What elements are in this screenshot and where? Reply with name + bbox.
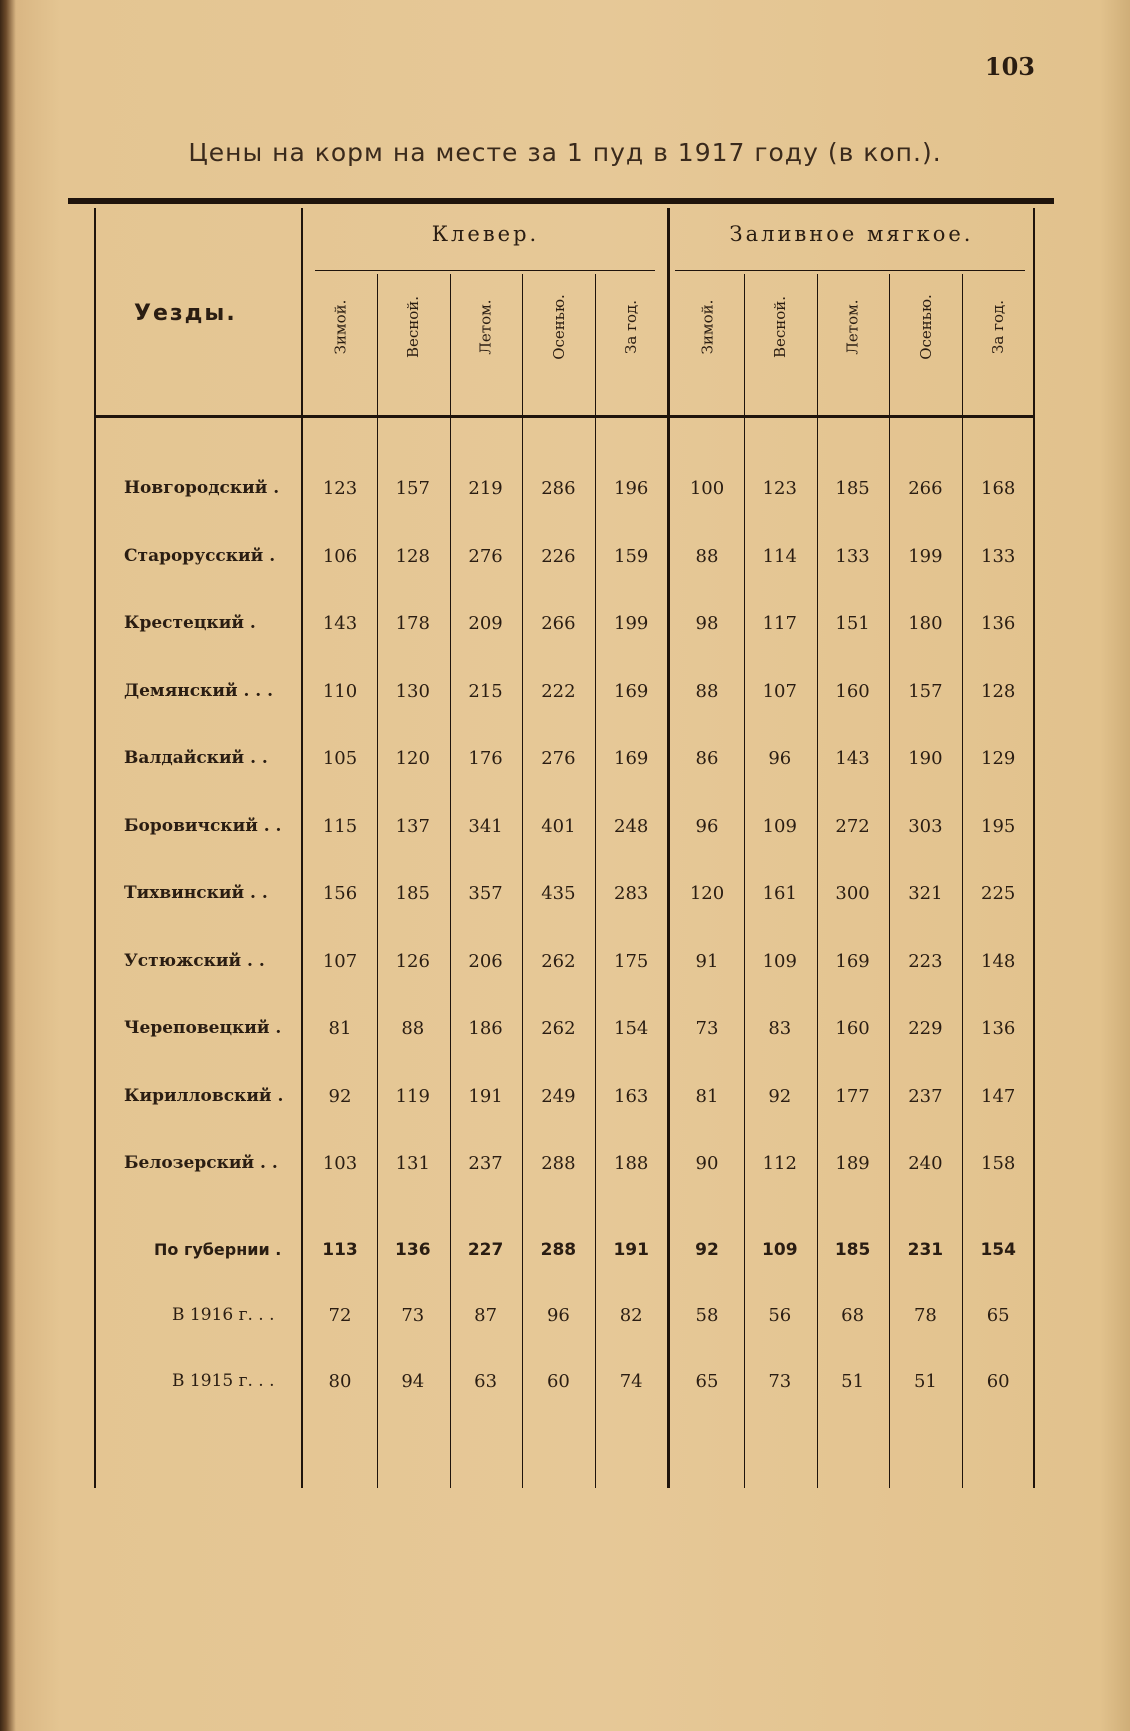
- table-cell: 120: [395, 748, 430, 769]
- table-cell: 136: [981, 613, 1016, 634]
- table-cell: 223: [908, 950, 943, 972]
- table-cell: 341: [468, 815, 503, 837]
- table-cell: 120: [689, 883, 725, 904]
- column-header: [595, 268, 667, 386]
- group-divider: [667, 208, 670, 1488]
- table-cell: 87: [474, 1305, 498, 1326]
- table-cell: 92: [768, 1085, 792, 1107]
- row-label: В 1916 г. . .: [172, 1305, 275, 1325]
- table-cell: 160: [835, 1018, 870, 1039]
- table-cell: 237: [468, 1153, 503, 1174]
- table-cell: 74: [619, 1371, 643, 1392]
- table-cell: 106: [322, 545, 358, 567]
- table-cell: 231: [907, 1240, 944, 1260]
- table-cell: 191: [613, 1240, 649, 1260]
- table-cell: 60: [986, 1371, 1010, 1392]
- group-label-clover: Клевер.: [431, 222, 540, 246]
- table-cell: 168: [981, 478, 1016, 499]
- row-label: Устюжский . .: [124, 950, 265, 971]
- table-cell: 68: [841, 1305, 865, 1326]
- table-cell: 100: [689, 478, 725, 499]
- table-cell: 96: [695, 815, 719, 837]
- table-cell: 81: [695, 1085, 719, 1107]
- table-cell: 161: [762, 883, 797, 904]
- column-header-label: Осенью.: [549, 294, 568, 360]
- table-row: [94, 681, 1035, 711]
- table-cell: 105: [322, 748, 358, 769]
- table-row: [94, 546, 1035, 576]
- table-cell: 303: [908, 815, 943, 837]
- column-header: [744, 268, 816, 386]
- table-cell: 136: [981, 1018, 1016, 1039]
- table-cell: 266: [541, 613, 576, 634]
- table-cell: 92: [328, 1085, 352, 1107]
- column-header: [377, 268, 449, 386]
- table-cell: 288: [541, 1153, 576, 1174]
- table-border-right: [1033, 208, 1035, 1488]
- table-cell: 123: [762, 478, 797, 499]
- table-row: [94, 816, 1035, 846]
- row-label: Белозерский . .: [124, 1153, 278, 1173]
- table-cell: 94: [401, 1371, 425, 1392]
- table-cell: 163: [614, 1085, 649, 1107]
- table-cell: 117: [762, 613, 797, 634]
- column-header-label: За год.: [989, 300, 1008, 354]
- table-cell: 88: [695, 545, 719, 567]
- table-cell: 185: [834, 1240, 871, 1260]
- table-cell: 56: [768, 1305, 792, 1326]
- table-cell: 176: [468, 748, 503, 769]
- table-cell: 185: [395, 883, 430, 904]
- table-cell: 262: [541, 950, 576, 972]
- table-cell: 185: [835, 478, 870, 499]
- label-column-divider: [301, 208, 303, 1488]
- table-cell: 109: [762, 815, 797, 837]
- table-cell: 156: [322, 883, 358, 904]
- table-cell: 60: [546, 1371, 570, 1392]
- table-cell: 115: [322, 815, 358, 837]
- row-label: По губернии .: [154, 1240, 282, 1259]
- row-label: Валдайский . .: [124, 748, 268, 768]
- table-cell: 151: [835, 613, 870, 634]
- table-cell: 266: [908, 478, 943, 499]
- table-cell: 143: [835, 748, 870, 769]
- column-header-label: Зимой.: [331, 299, 349, 355]
- table-cell: 180: [908, 613, 943, 634]
- table-cell: 73: [695, 1018, 719, 1039]
- table-cell: 286: [541, 478, 576, 499]
- table-cell: 147: [981, 1085, 1016, 1107]
- previous-year-row: [94, 1305, 1035, 1335]
- row-label: Боровичский . .: [124, 815, 282, 836]
- table-cell: 272: [835, 815, 870, 837]
- table-cell: 90: [695, 1153, 719, 1174]
- group-label-meadow-hay: Заливное мягкое.: [729, 222, 974, 246]
- table-row: [94, 1086, 1035, 1116]
- table-cell: 357: [468, 883, 503, 904]
- column-header: [817, 268, 889, 386]
- table-cell: 158: [981, 1153, 1016, 1174]
- table-cell: 199: [614, 613, 649, 634]
- column-header: [671, 268, 743, 386]
- table-cell: 288: [540, 1240, 577, 1260]
- top-rule: [68, 198, 1054, 204]
- table-cell: 65: [986, 1305, 1010, 1326]
- column-header-label: Осенью.: [916, 294, 935, 360]
- table-cell: 143: [322, 613, 358, 634]
- row-label: Кирилловский .: [124, 1085, 284, 1106]
- table-cell: 186: [468, 1018, 503, 1039]
- row-label: Демянский . . .: [124, 680, 274, 701]
- table-cell: 65: [695, 1371, 719, 1392]
- table-cell: 189: [835, 1153, 870, 1174]
- table-cell: 72: [328, 1305, 352, 1326]
- table-cell: 248: [614, 815, 649, 837]
- header-bottom-rule: [94, 415, 1035, 418]
- table-row: [94, 1018, 1035, 1048]
- table-cell: 225: [981, 883, 1016, 904]
- table-cell: 435: [541, 883, 576, 904]
- table-cell: 78: [913, 1305, 937, 1326]
- total-row: [94, 1240, 1035, 1270]
- row-label: В 1915 г. . .: [172, 1371, 275, 1391]
- table-cell: 160: [835, 680, 870, 702]
- table-cell: 229: [908, 1018, 943, 1039]
- column-header: [304, 268, 376, 386]
- table-cell: 133: [981, 545, 1016, 567]
- table-cell: 283: [614, 883, 649, 904]
- table-cell: 195: [981, 815, 1016, 837]
- table-cell: 276: [541, 748, 576, 769]
- column-header: [522, 268, 594, 386]
- table-cell: 129: [981, 748, 1016, 769]
- table-cell: 130: [395, 680, 430, 702]
- table-cell: 199: [908, 545, 943, 567]
- table-cell: 240: [908, 1153, 943, 1174]
- table-cell: 237: [908, 1085, 943, 1107]
- table-cell: 73: [401, 1305, 425, 1326]
- page-number: 103: [984, 52, 1035, 81]
- table-cell: 196: [614, 478, 649, 499]
- table-cell: 178: [395, 613, 430, 634]
- table-cell: 73: [768, 1371, 792, 1392]
- table-cell: 154: [980, 1240, 1016, 1260]
- table-cell: 159: [614, 545, 649, 567]
- row-label: Череповецкий .: [124, 1018, 282, 1038]
- table-cell: 128: [395, 545, 430, 567]
- table-cell: 114: [762, 545, 797, 567]
- column-header-label: За год.: [622, 300, 641, 354]
- column-header-label: Зимой.: [698, 299, 716, 355]
- table-cell: 107: [322, 950, 358, 972]
- column-header: [962, 268, 1034, 386]
- table-cell: 169: [835, 950, 870, 972]
- table-cell: 321: [908, 883, 943, 904]
- column-header-label: Летом.: [476, 299, 495, 355]
- column-header-label: Летом.: [843, 299, 862, 355]
- table-cell: 209: [468, 613, 503, 634]
- table-cell: 107: [762, 680, 797, 702]
- table-cell: 63: [474, 1371, 498, 1392]
- table-cell: 169: [614, 680, 649, 702]
- column-header: [450, 268, 522, 386]
- table-cell: 98: [695, 613, 719, 634]
- table-cell: 148: [981, 950, 1016, 972]
- table-cell: 215: [468, 680, 503, 702]
- table-row: [94, 1153, 1035, 1183]
- table-cell: 169: [614, 748, 649, 769]
- table-cell: 177: [835, 1085, 870, 1107]
- table-cell: 300: [835, 883, 870, 904]
- table-cell: 96: [768, 748, 792, 769]
- column-header-label: Весной.: [403, 295, 422, 359]
- table-cell: 222: [541, 680, 576, 702]
- table-cell: 109: [762, 950, 797, 972]
- table-cell: 58: [695, 1305, 719, 1326]
- table-cell: 109: [762, 1240, 798, 1260]
- price-table: [94, 208, 1035, 1488]
- table-cell: 112: [762, 1153, 797, 1174]
- table-cell: 80: [328, 1371, 352, 1392]
- table-cell: 249: [541, 1085, 576, 1107]
- table-cell: 126: [395, 950, 430, 972]
- table-cell: 276: [468, 545, 503, 567]
- table-row: [94, 613, 1035, 643]
- table-cell: 110: [322, 680, 358, 702]
- table-title: Цены на корм на месте за 1 пуд в 1917 году (в коп.).: [188, 138, 942, 167]
- table-cell: 82: [619, 1305, 643, 1326]
- table-cell: 227: [467, 1240, 504, 1260]
- districts-header: Уезды.: [134, 301, 237, 326]
- table-cell: 128: [981, 680, 1016, 702]
- table-cell: 86: [695, 748, 719, 769]
- table-cell: 123: [322, 478, 358, 499]
- table-row: [94, 748, 1035, 778]
- table-cell: 88: [695, 680, 719, 702]
- column-header-label: Весной.: [770, 295, 789, 359]
- table-cell: 157: [395, 478, 430, 499]
- table-cell: 401: [541, 815, 576, 837]
- table-cell: 137: [395, 815, 430, 837]
- table-cell: 190: [908, 748, 943, 769]
- table-cell: 175: [614, 950, 649, 972]
- table-cell: 51: [913, 1371, 937, 1392]
- table-cell: 103: [322, 1153, 358, 1174]
- column-header: [889, 268, 961, 386]
- table-cell: 81: [328, 1018, 352, 1039]
- table-cell: 133: [835, 545, 870, 567]
- table-cell: 96: [546, 1305, 570, 1326]
- table-cell: 157: [908, 680, 943, 702]
- table-cell: 262: [541, 1018, 576, 1039]
- table-cell: 88: [401, 1018, 425, 1039]
- table-cell: 226: [541, 545, 576, 567]
- row-label: Старорусский .: [124, 545, 276, 566]
- table-cell: 83: [768, 1018, 792, 1039]
- table-cell: 206: [468, 950, 503, 972]
- table-cell: 91: [695, 950, 719, 972]
- row-label: Новгородский .: [124, 478, 280, 498]
- table-cell: 119: [395, 1085, 430, 1107]
- table-cell: 92: [695, 1240, 719, 1260]
- table-cell: 113: [322, 1240, 358, 1260]
- table-row: [94, 951, 1035, 981]
- table-cell: 219: [468, 478, 503, 499]
- table-cell: 131: [395, 1153, 430, 1174]
- table-border-left: [94, 208, 96, 1488]
- previous-year-row: [94, 1371, 1035, 1401]
- table-cell: 154: [614, 1018, 649, 1039]
- table-cell: 51: [841, 1371, 865, 1392]
- row-label: Тихвинский . .: [124, 883, 268, 903]
- table-cell: 188: [614, 1153, 649, 1174]
- table-cell: 191: [468, 1085, 503, 1107]
- table-row: [94, 478, 1035, 508]
- table-cell: 136: [395, 1240, 431, 1260]
- table-row: [94, 883, 1035, 913]
- row-label: Крестецкий .: [124, 613, 256, 633]
